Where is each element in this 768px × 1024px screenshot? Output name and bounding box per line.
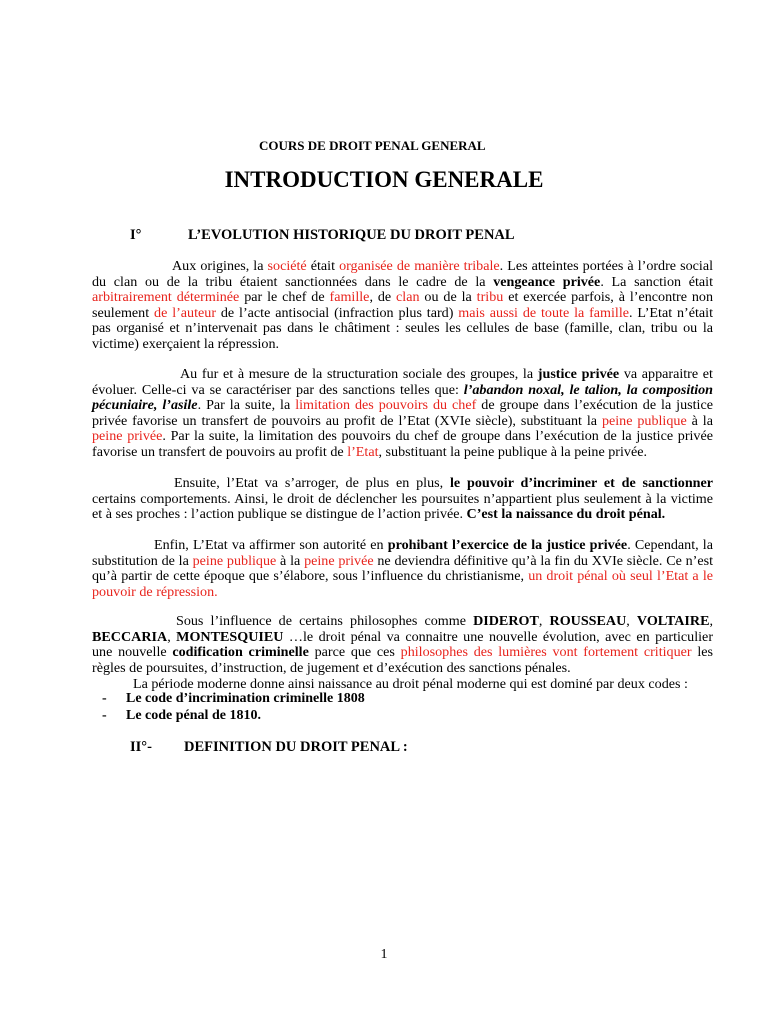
text-run: les règles de poursuites, d’instruction, de jugement et d’exécution des sanctions pénales.: [92, 644, 713, 676]
text-run: de groupe dans l’exécution de la justice privée favorise un transfert de pouvoirs au profit de l’Etat (XVIe siècle), substituant la: [92, 397, 713, 429]
paragraph-state-power: [92, 476, 713, 523]
emphasized-text: MONTESQUIEU: [176, 628, 284, 645]
highlighted-text: tribu: [476, 289, 504, 306]
section-2-title: DEFINITION DU DROIT PENAL :: [184, 739, 408, 755]
highlighted-text: l’Etat: [347, 443, 379, 460]
text-run: par le chef de: [239, 289, 330, 306]
text-run: . Par la suite, la: [197, 397, 296, 414]
text-run: Aux origines, la: [172, 258, 268, 274]
highlighted-text: arbitrairement déterminée: [92, 289, 240, 306]
text-run: . La sanction était: [600, 273, 713, 290]
highlighted-text: un droit pénal où seul l’Etat a le pouvoir de répression.: [92, 568, 713, 600]
text-run: . Les atteintes portées à l’ordre social du clan ou de la tribu étaient sanctionnées dans le cadre de la: [92, 258, 713, 290]
emphasized-text: VOLTAIRE: [636, 613, 710, 629]
text-run: certains comportements. Ainsi, le droit de déclencher les poursuites n’appartient plus seulement à la victime et à ses proches : l’action publique se distingue de l’action privée.: [92, 490, 713, 523]
emphasized-text: justice privée: [537, 366, 620, 382]
highlighted-text: famille: [329, 289, 370, 306]
emphasized-text: C’est la naissance du droit pénal.: [466, 506, 666, 523]
list-item: - Le code pénal de 1810.: [102, 708, 261, 723]
paragraph-modern-period: La période moderne donne ainsi naissance au droit pénal moderne qui est dominé par deux codes :: [133, 676, 688, 692]
emphasized-text: prohibant l’exercice de la justice privée: [387, 537, 628, 553]
section-2-number: II°-: [130, 739, 152, 755]
emphasized-text: l’abandon noxal, le talion, la composition pécuniaire, l’asile: [92, 381, 714, 414]
text-run: de l’acte antisocial (infraction plus tard): [216, 304, 459, 321]
text-run: ,: [167, 628, 177, 645]
highlighted-text: peine privée: [92, 428, 163, 445]
text-run: …le droit pénal va connaitre une nouvelle évolution, avec en particulier une nouvelle: [92, 628, 714, 661]
page-number: 1: [380, 947, 388, 962]
text-run: Ensuite, l’Etat va s’arroger, de plus en plus,: [174, 475, 450, 491]
text-run: à la: [276, 552, 305, 569]
text-run: Au fur et à mesure de la structuration sociale des groupes, la: [180, 366, 538, 382]
emphasized-text: codification criminelle: [172, 644, 309, 661]
section-1-number: I°: [130, 227, 142, 243]
text-run: Enfin, L’Etat va affirmer son autorité en: [154, 537, 388, 553]
text-run: . L’Etat n’était pas organisé et n’intervenait pas dans le châtiment : seules les cellules de base (famille, clan, tribu ou la victime) exerçaient la répression.: [92, 304, 713, 352]
text-run: va apparaitre et évoluer. Celle-ci va se caractériser par des sanctions telles que:: [92, 366, 713, 398]
highlighted-text: mais aussi de toute la famille: [458, 304, 630, 321]
highlighted-text: peine publique: [192, 552, 277, 569]
text-run: ,: [538, 613, 550, 629]
text-run: et exercée parfois, à l’encontre non seulement: [92, 289, 714, 321]
text-run: ,: [709, 613, 714, 629]
text-run: , substituant la peine publique à la peine privée.: [378, 443, 647, 460]
codes-list: [102, 690, 365, 724]
highlighted-text: clan: [396, 289, 420, 306]
highlighted-text: société: [267, 258, 307, 274]
text-run: . Par la suite, la limitation des pouvoirs du chef de groupe dans l’exécution de la justice privée favorise un transfert de pouvoirs au profit de: [92, 428, 713, 460]
highlighted-text: organisée de manière tribale: [339, 258, 500, 274]
paragraph-private-justice: [92, 367, 713, 461]
emphasized-text: ROUSSEAU: [549, 613, 627, 629]
text-run: ou de la: [419, 289, 477, 306]
course-header: COURS DE DROIT PENAL GENERAL: [259, 138, 486, 153]
text-run: Sous l’influence de certains philosophes comme: [176, 613, 474, 629]
text-run: . Cependant, la substitution de la: [92, 537, 713, 569]
emphasized-text: le pouvoir d’incriminer et de sanctionner: [449, 475, 714, 491]
text-run: ,: [626, 613, 637, 629]
list-item: - Le code d’incrimination criminelle 1808: [102, 691, 365, 706]
text-run: à la: [686, 412, 713, 429]
emphasized-text: DIDEROT: [473, 613, 539, 629]
page-title: INTRODUCTION GENERALE: [224, 167, 544, 192]
text-run: , de: [369, 289, 397, 306]
emphasized-text: BECCARIA: [92, 628, 168, 645]
paragraph-philosophers: [92, 614, 713, 676]
paragraph-origins: [92, 259, 713, 353]
highlighted-text: limitation des pouvoirs du chef: [295, 397, 477, 414]
paragraph-state-authority: [92, 538, 713, 600]
text-run: ne deviendra définitive qu’à la fin du XVIe siècle. Ce n’est qu’à partir de cette époque que s’élabore, sous l’influence du christianisme,: [92, 552, 714, 585]
highlighted-text: peine privée: [304, 552, 374, 569]
highlighted-text: peine publique: [601, 412, 687, 429]
text-run: était: [306, 258, 340, 274]
emphasized-text: vengeance privée: [493, 273, 601, 290]
text-run: parce que ces: [308, 644, 401, 661]
section-1-title: L’EVOLUTION HISTORIQUE DU DROIT PENAL: [188, 227, 515, 243]
highlighted-text: de l’auteur: [154, 304, 217, 321]
highlighted-text: philosophes des lumières vont fortement critiquer: [400, 644, 692, 661]
